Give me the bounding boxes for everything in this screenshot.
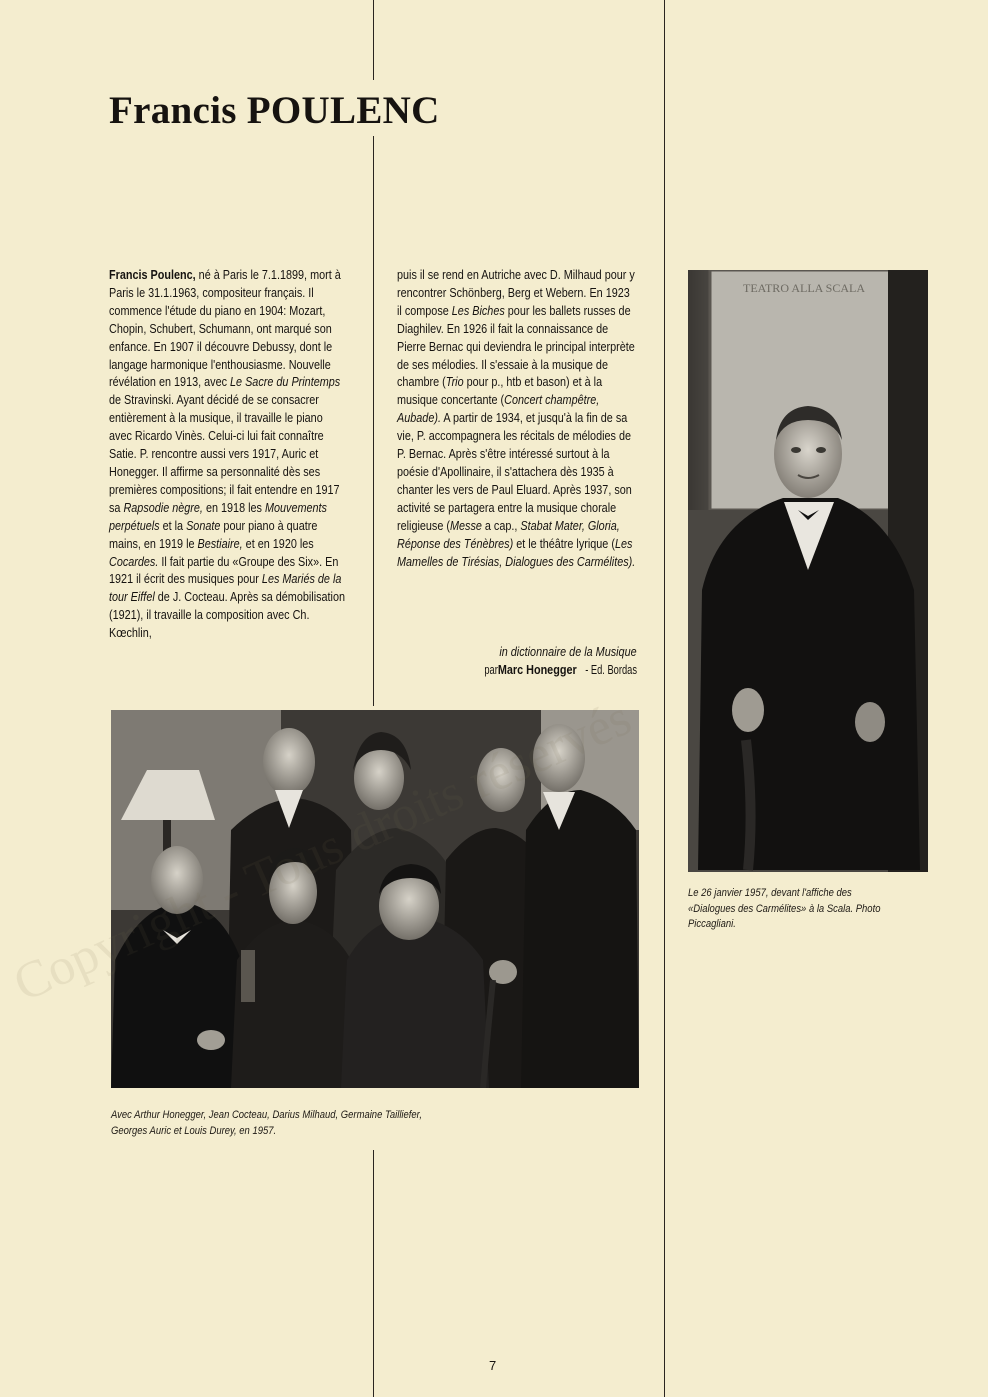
column-rule-bottom [373, 1150, 374, 1397]
photo-group-des-six [111, 710, 639, 1088]
biography-column-1: Francis Poulenc, né à Paris le 7.1.1899, mort à Paris le 31.1.1963, compositeur français. Il commence l'étude du piano en 1904: Mozart, Chopin, Schubert, Schumann, ont marqué son enfance. En 1907 il découvre Debussy, dont le langage harmonique l'enthousiasme. Nouvelle révélation en 1913, avec Le Sacre du Printemps de Stravinski. Ayant décidé de se consacrer entièrement à la musique, il travaille le piano avec Ricardo Vinès. Celui-ci lui fait connaître Satie. P. rencontre aussi vers 1917, Auric et Honegger. Il affirme sa personnalité dès ses premières compositions; il fait entendre en 1917 sa Rapsodie nègre, en 1918 les Mouvements perpétuels et la Sonate pour piano à quatre mains, en 1919 le Bestiaire, et en 1920 les Cocardes. Il fait partie du «Groupe des Six». En 1921 il écrit des musiques pour Les Mariés de la tour Eiffel de J. Cocteau. Après sa démobilisation (1921), il travaille la composition avec Ch. Kœchlin, [109, 268, 346, 641]
biography-column-2: puis il se rend en Autriche avec D. Milhaud pour y rencontrer Schönberg, Berg et Webern. En 1923 il compose Les Biches pour les ballets russes de Diaghilev. En 1926 il fait la connaissance de Pierre Bernac qui deviendra le principal interprète de ses mélodies. Il s'essaie à la musique de chambre (Trio pour p., htb et bason) et à la musique concertante (Concert champêtre, Aubade). A partir de 1934, et jusqu'à la fin de sa vie, P. accompagnera les récitals de mélodies de P. Bernac. Après s'être intéressé surtout à la poésie d'Apollinaire, il s'attachera dès 1935 à chanter les vers de Paul Eluard. Après 1937, son activité se partagera entre la musique chorale religieuse (Messe a cap., Stabat Mater, Gloria, Réponse des Ténèbres) et le théâtre lyrique (Les Mamelles de Tirésias, Dialogues des Carmélites). [397, 268, 636, 569]
source-author-line: parMarc Honegger- Ed. Bordas [484, 662, 637, 677]
page-title: Francis POULENC [109, 89, 440, 132]
photo-poulenc-scala [688, 270, 928, 872]
scala-sign-text: TEATRO ALLA SCALA [742, 281, 866, 295]
caption-poulenc-scala: Le 26 janvier 1957, devant l'affiche des «Dialogues des Carmélites» à la Scala. Photo Piccagliani. [688, 887, 881, 930]
source-citation [397, 644, 637, 680]
column-rule-top [373, 0, 374, 80]
caption-group-photo: Avec Arthur Honegger, Jean Cocteau, Darius Milhaud, Germaine Tailliefer, Georges Auric et Louis Durey, en 1957. [111, 1109, 422, 1137]
page-number: 7 [489, 1358, 497, 1373]
column-rule-middle [373, 136, 374, 706]
source-dictionary: in dictionnaire de la Musique [499, 645, 637, 659]
right-column-rule [664, 0, 665, 1397]
